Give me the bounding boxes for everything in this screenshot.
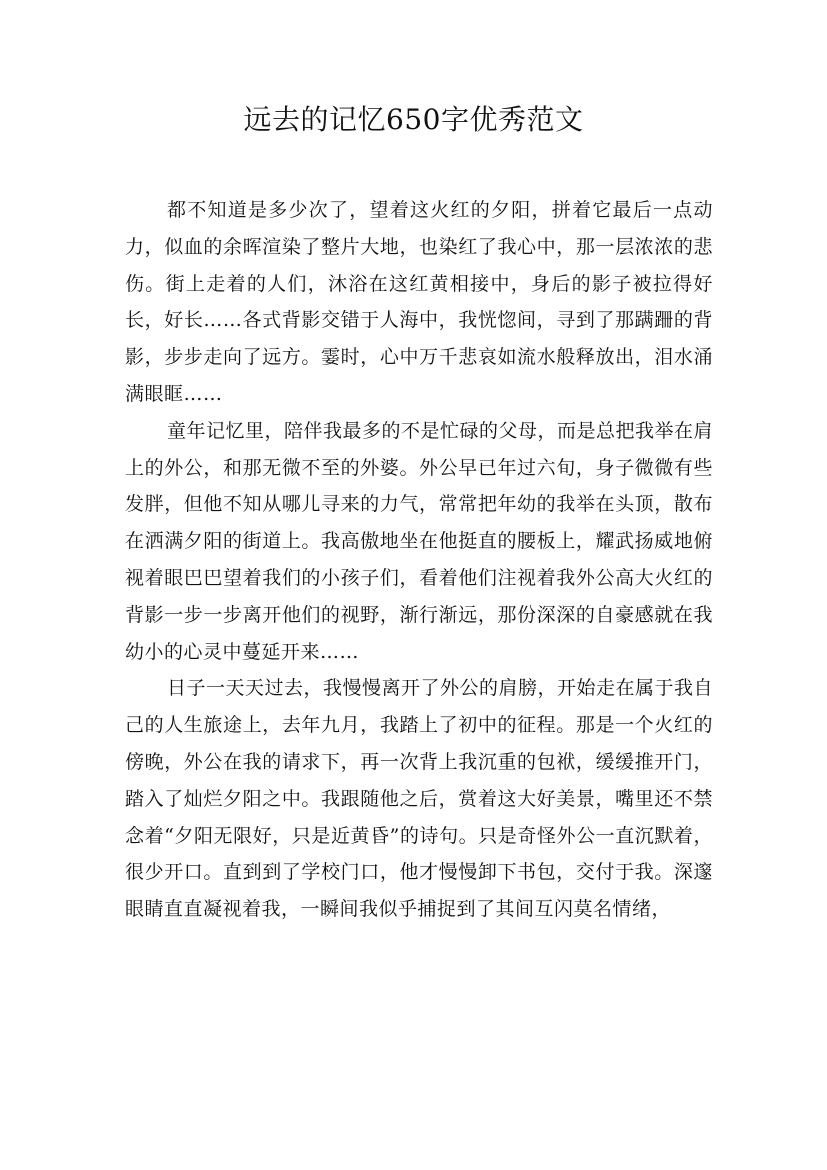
paragraph-1: 都不知道是多少次了，望着这火红的夕阳，拼着它最后一点动力，似血的余晖渲染了整片大地，也染红了我心中，那一层浓浓的悲伤。街上走着的人们，沐浴在这红黄相接中，身后的影子被拉得好长，好长……各式背影交错于人海中，我恍惚间，寻到了那蹒跚的背影，步步走向了远方。霎时，心中万千悲哀如流水般释放出，泪水涌满眼眶…… — [125, 199, 713, 405]
paragraph-2: 童年记忆里，陪伴我最多的不是忙碌的父母，而是总把我举在肩上的外公，和那无微不至的外婆。外公早已年过六旬，身子微微有些发胖，但他不知从哪儿寻来的力气，常常把年幼的我举在头顶，散布在洒满夕阳的街道上。我高傲地坐在他挺直的腰板上，耀武扬威地俯视着眼巴巴望着我们的小孩子们，看着他们注视着我外公高大火红的背影一步一步离开他们的视野，渐行渐远，那份深深的自豪感就在我幼小的心灵中蔓延开来…… — [125, 419, 714, 663]
page-title: 远去的记忆650字优秀范文 — [243, 103, 584, 136]
paragraph-3: 日子一天天过去，我慢慢离开了外公的肩膀，开始走在属于我自己的人生旅途上，去年九月，我踏上了初中的征程。那是一个火红的傍晚，外公在我的请求下，再一次背上我沉重的包袱，缓缓推开门，踏入了灿烂夕阳之中。我跟随他之后，赏着这大好美景，嘴里还不禁念着“夕阳无限好，只是近黄昏”的诗句。只是奇怪外公一直沉默着，很少开口。直到到了学校门口，他才慢慢卸下书包，交付于我。深邃眼睛直直凝视着我，一瞬间我似乎捕捉到了其间互闪莫名情绪， — [125, 677, 714, 921]
essay-body — [125, 192, 713, 928]
